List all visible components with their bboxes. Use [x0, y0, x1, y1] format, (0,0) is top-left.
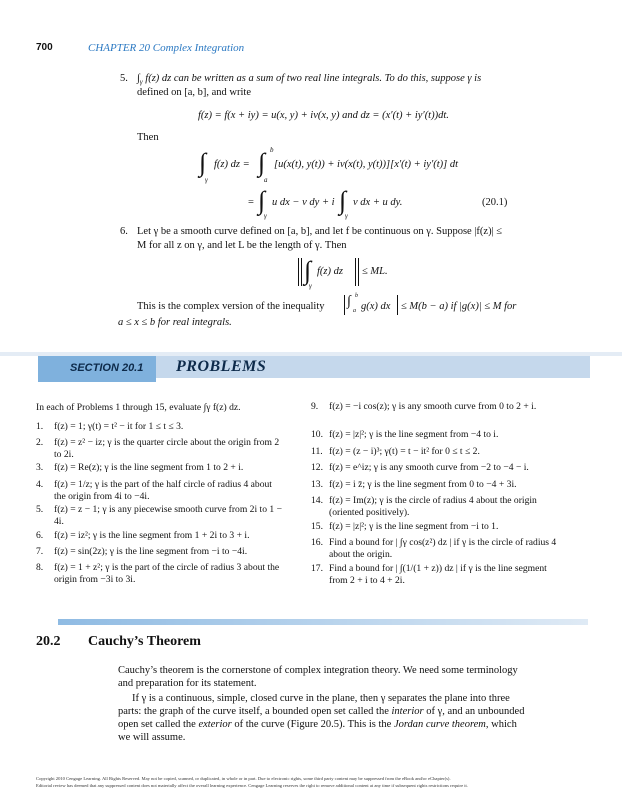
problem-number: 7. [36, 546, 44, 557]
problem-item [36, 462, 284, 474]
problem-number: 16. [311, 537, 323, 548]
section-2-title: Cauchy’s Theorem [88, 634, 201, 649]
eq2-integral-2: ∫ [258, 148, 266, 177]
problem-item [311, 521, 563, 533]
problem-number: 15. [311, 521, 323, 532]
para-2-line3: open set called the exterior of the curve (Figure 20.5). This is the Jordan curve theorem, which [118, 719, 517, 730]
small-integral: ∫ [347, 294, 351, 309]
problem-number: 14. [311, 495, 323, 506]
problem-number: 10. [311, 429, 323, 440]
equation-number: (20.1) [482, 197, 508, 208]
eq3-equals: = [248, 197, 254, 208]
problem-item [311, 462, 563, 474]
para-2-line2: parts: the graph of the curve itself, a bounded open set called the interior of γ, and an unbounded [118, 706, 525, 717]
problem-number: 13. [311, 479, 323, 490]
small-integral-upper: b [355, 293, 358, 299]
item-6-number: 6. [120, 226, 128, 237]
problem-number: 9. [311, 401, 319, 412]
problem-number: 8. [36, 562, 44, 573]
problem-text: f(z) = e^iz; γ is any smooth curve from −2 to −4 − i. [329, 462, 529, 473]
section-title: PROBLEMS [176, 358, 267, 375]
item-5-line1-text: f(z) dz can be written as a sum of two real line integrals. To do this, suppose γ is [145, 73, 482, 84]
problems-intro: In each of Problems 1 through 15, evaluate ∫γ f(z) dz. [36, 402, 241, 413]
para-1-line1: Cauchy’s theorem is the cornerstone of complex integration theory. We need some terminology [118, 665, 518, 676]
problem-item [311, 401, 563, 413]
problem-text: f(z) = z − 1; γ is any piecewise smooth curve from 2i to 1 − 4i. [54, 504, 283, 527]
problem-item [311, 563, 563, 586]
eq3-sub-a: γ [264, 212, 267, 220]
problem-number: 5. [36, 504, 44, 515]
problem-text: f(z) = Im(z); γ is the circle of radius 4 about the origin (oriented positively). [329, 495, 537, 518]
eq3-integral-a: ∫ [258, 186, 266, 215]
eq3-sub-b: γ [345, 212, 348, 220]
problem-text: Find a bound for | ∫γ cos(z²) dz | if γ is the circle of radius 4 about the origin. [329, 537, 557, 560]
problem-item [311, 537, 563, 560]
problem-item [36, 504, 284, 527]
problem-text: f(z) = −i cos(z); γ is any smooth curve from 0 to 2 + i. [329, 401, 537, 412]
section-2-number: 20.2 [36, 634, 61, 649]
item-6-line3c: ≤ M(b − a) if |g(x)| ≤ M for [401, 301, 517, 312]
problem-item [36, 479, 284, 502]
ineq-body: f(z) dz [317, 266, 343, 277]
abs-bar-left-2 [301, 258, 302, 286]
eq3-part-a: u dx − v dy + i [272, 197, 335, 208]
problem-number: 6. [36, 530, 44, 541]
problem-item [311, 495, 563, 518]
item-6-line3a: This is the complex version of the inequality [137, 301, 325, 312]
problem-number: 3. [36, 462, 44, 473]
item-6-line1: Let γ be a smooth curve defined on [a, b], and let f be continuous on γ. Suppose |f(z)| ≤ [137, 226, 503, 237]
problem-number: 2. [36, 437, 44, 448]
section-number: SECTION 20.1 [70, 362, 144, 374]
problem-text: f(z) = sin(2z); γ is the line segment from −i to −4i. [54, 546, 248, 557]
para-1-line2: and preparation for its statement. [118, 678, 257, 689]
then-label: Then [137, 132, 159, 143]
ineq-sub: γ [309, 282, 312, 290]
ineq-rhs: ≤ ML. [362, 266, 388, 277]
problem-number: 17. [311, 563, 323, 574]
problem-text: f(z) = (z − i)³; γ(t) = t − it² for 0 ≤ t ≤ 2. [329, 446, 480, 457]
integral-sign: ∫ [137, 73, 140, 84]
problem-item [36, 437, 284, 460]
eq2-lower: a [264, 176, 268, 184]
para-2-line1: If γ is a continuous, simple, closed curve in the plane, then γ separates the plane into three [132, 693, 510, 704]
page-number: 700 [36, 42, 53, 53]
small-integral-lower: a [353, 308, 356, 314]
eq2-lhs: f(z) dz = [214, 159, 250, 170]
problem-item [311, 446, 563, 458]
section-2-bar [58, 619, 588, 625]
problem-number: 12. [311, 462, 323, 473]
item-6-line3b: g(x) dx [361, 301, 391, 312]
problem-number: 1. [36, 421, 44, 432]
abs-bar-small-right [397, 295, 398, 315]
eq2-integral: ∫ [199, 148, 207, 177]
problem-item [311, 479, 563, 491]
footer-line-1: Copyright 2010 Cengage Learning. All Rights Reserved. May not be copied, scanned, or duplicated, in whole or in part. Due to electronic rights, some third party content may be suppressed from the eBook and/or eChapter(s). [36, 776, 451, 781]
abs-bar-right-2 [358, 258, 359, 286]
problem-text: f(z) = z² − iz; γ is the quarter circle about the origin from 2 to 2i. [54, 437, 280, 460]
problem-item [36, 421, 284, 433]
item-5-number: 5. [120, 73, 128, 84]
eq2-integral-sub: γ [205, 176, 208, 184]
item-6-line2: M for all z on γ, and let L be the length of γ. Then [137, 240, 347, 251]
problem-text: f(z) = 1 + z²; γ is the part of the circle of radius 3 about the origin from −3i to 3i. [54, 562, 280, 585]
ineq-integral: ∫ [304, 256, 312, 285]
abs-bar-left-1 [298, 258, 299, 286]
footer-line-2: Editorial review has deemed that any suppressed content does not materially affect the overall learning experience. Cengage Learning reserves the right to remove additional content at any time if subsequent rights restrictions require it. [36, 783, 468, 788]
eq2-rhs: [u(x(t), y(t)) + iv(x(t), y(t))][x′(t) + iy′(t)] dt [274, 159, 459, 170]
item-5-line2: defined on [a, b], and write [137, 87, 251, 98]
problem-item [311, 429, 563, 441]
equation-f-of-z: f(z) = f(x + iy) = u(x, y) + iv(x, y) and dz = (x′(t) + iy′(t))dt. [198, 110, 449, 121]
problem-text: f(z) = i z̄; γ is the line segment from 0 to −4 + 3i. [329, 479, 517, 490]
para-2-line4: we will assume. [118, 732, 186, 743]
integral-subscript: γ [139, 78, 143, 87]
problem-text: f(z) = |z|²; γ is the line segment from −i to 1. [329, 521, 499, 532]
problem-text: f(z) = |z|²; γ is the line segment from −4 to i. [329, 429, 499, 440]
problem-text: Find a bound for | ∫(1/(1 + z)) dz | if γ is the line segment from 2 + i to 4 + 2i. [329, 563, 547, 586]
chapter-heading: CHAPTER 20 Complex Integration [88, 42, 245, 54]
problem-text: f(z) = iz²; γ is the line segment from 1 + 2i to 3 + i. [54, 530, 250, 541]
problem-text: f(z) = 1; γ(t) = t² − it for 1 ≤ t ≤ 3. [54, 421, 184, 432]
abs-bar-small-left [344, 295, 345, 315]
eq2-upper: b [270, 146, 274, 154]
problem-item [36, 530, 284, 542]
eq3-part-b: v dx + u dy. [353, 197, 403, 208]
problem-number: 4. [36, 479, 44, 490]
problem-item [36, 546, 284, 558]
problem-item [36, 562, 284, 585]
problem-number: 11. [311, 446, 323, 457]
item-6-line4: a ≤ x ≤ b for real integrals. [118, 317, 232, 328]
problem-text: f(z) = 1/z; γ is the part of the half circle of radius 4 about the origin from 4i to −4i. [54, 479, 272, 502]
problem-text: f(z) = Re(z); γ is the line segment from 1 to 2 + i. [54, 462, 244, 473]
abs-bar-right-1 [355, 258, 356, 286]
eq3-integral-b: ∫ [339, 186, 347, 215]
